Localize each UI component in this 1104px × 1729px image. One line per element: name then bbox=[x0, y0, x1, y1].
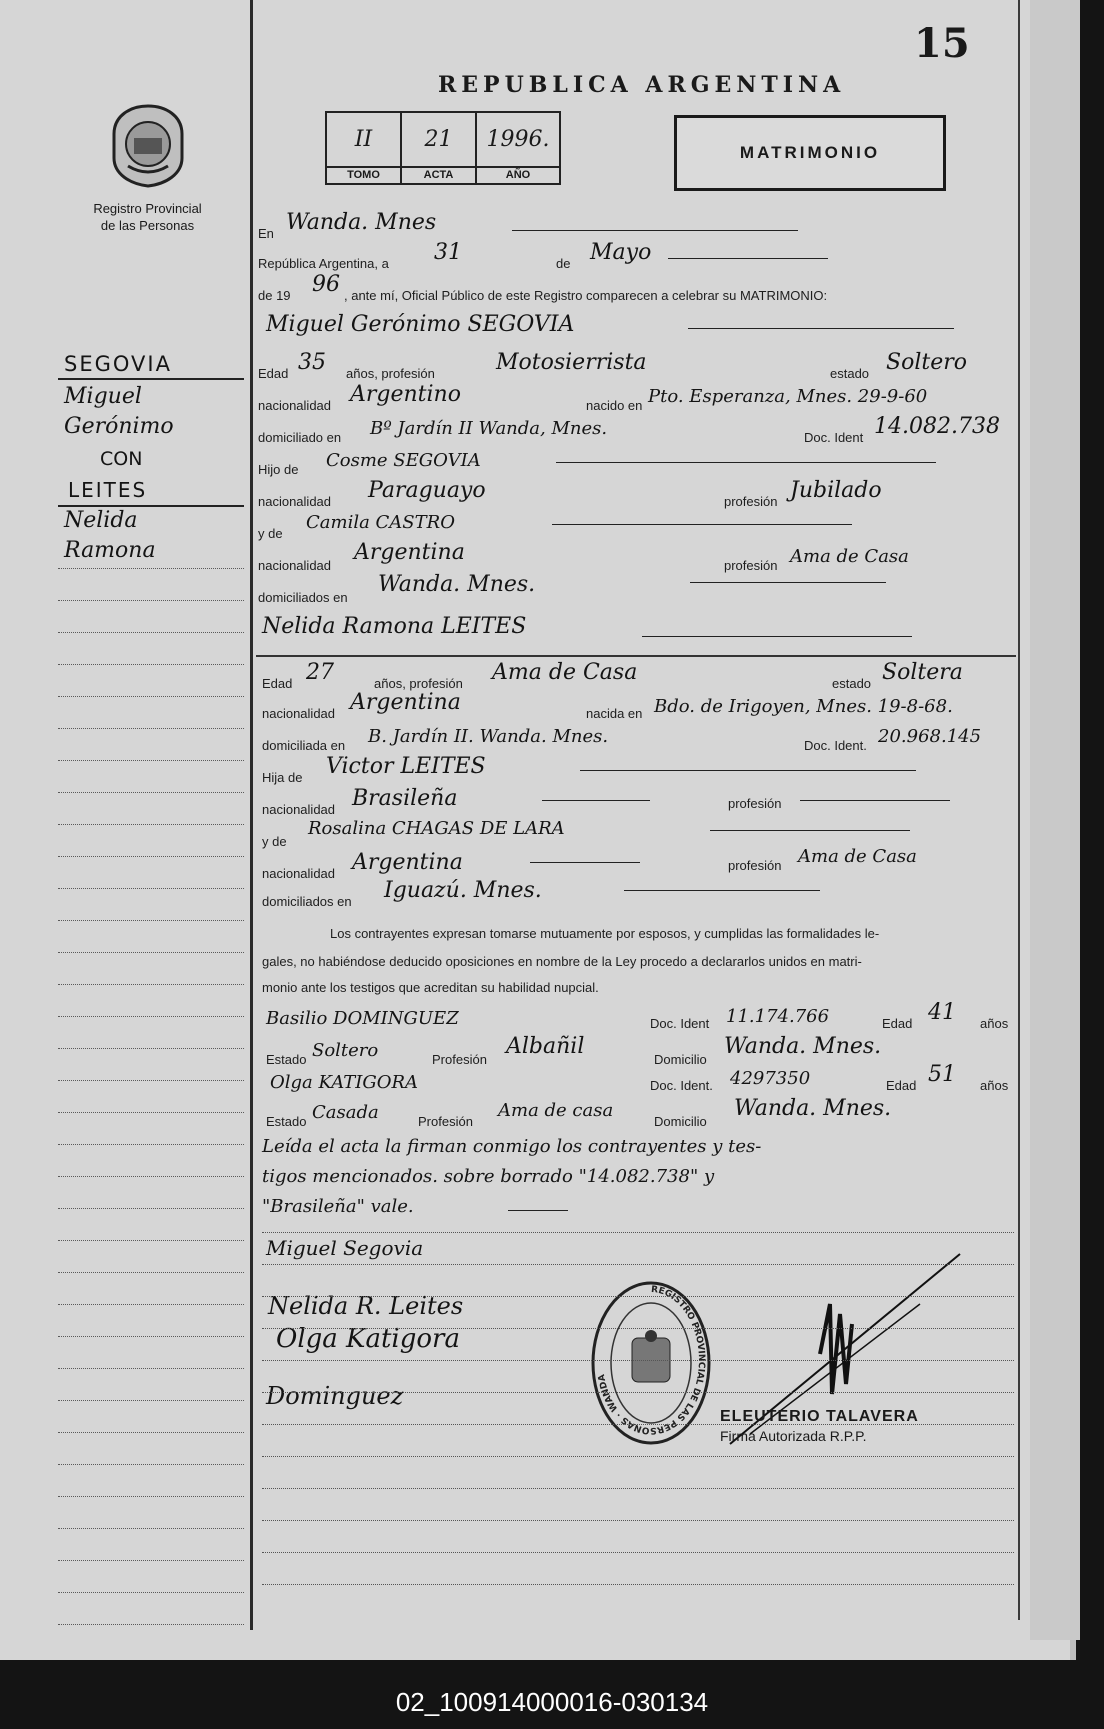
witness1-dom-label: Domicilio bbox=[654, 1052, 707, 1067]
margin-ruled-line bbox=[58, 632, 244, 633]
margin-ruled-line bbox=[58, 1336, 244, 1337]
country-title: REPUBLICA ARGENTINA bbox=[438, 72, 846, 98]
margin-ruled-line bbox=[58, 920, 244, 921]
groom-profesion-label: años, profesión bbox=[346, 366, 435, 381]
margin-ruled-line bbox=[58, 888, 244, 889]
page-number: 15 bbox=[914, 20, 970, 67]
bride-domp: Iguazú. Mnes. bbox=[384, 878, 542, 903]
rule bbox=[552, 524, 852, 525]
tomo-value: II bbox=[354, 127, 373, 152]
rule bbox=[710, 830, 910, 831]
rule bbox=[624, 890, 820, 891]
witness1-edad: 41 bbox=[928, 1000, 956, 1025]
margin-ruled-line bbox=[58, 1624, 244, 1625]
bride-estado: Soltera bbox=[882, 660, 963, 685]
groom-profesion: Motosierrista bbox=[496, 350, 647, 375]
margin-ruled-line bbox=[58, 824, 244, 825]
margin-bride-surname: LEITES bbox=[68, 478, 148, 502]
margin-ruled-line bbox=[58, 1496, 244, 1497]
page-edge bbox=[1030, 0, 1080, 1640]
margin-second-name: Gerónimo bbox=[64, 414, 174, 439]
official-name: ELEUTERIO TALAVERA bbox=[720, 1408, 919, 1425]
official-title: Firma Autorizada R.P.P. bbox=[720, 1428, 867, 1444]
groom-doc: 14.082.738 bbox=[874, 414, 1000, 439]
scan-identifier: 02_100914000016-030134 bbox=[0, 1676, 1104, 1729]
tomo-label: TOMO bbox=[327, 166, 400, 181]
witness2-edad-label: Edad bbox=[886, 1078, 917, 1093]
margin-ruled-line bbox=[58, 1400, 244, 1401]
witness2-doc: 4297350 bbox=[730, 1068, 811, 1089]
groom-father-prof-label: profesión bbox=[724, 494, 778, 509]
witness2-dom-label: Domicilio bbox=[654, 1114, 707, 1129]
rule bbox=[688, 328, 954, 329]
witness1-dom: Wanda. Mnes. bbox=[724, 1034, 882, 1059]
groom-hijo-label: Hijo de bbox=[258, 462, 299, 477]
bride-mother: Rosalina CHAGAS DE LARA bbox=[308, 818, 565, 839]
acta-label: ACTA bbox=[402, 166, 475, 181]
rule bbox=[512, 230, 798, 231]
rule bbox=[800, 800, 950, 801]
groom-edad: 35 bbox=[298, 350, 326, 375]
witness1-edad-label: Edad bbox=[882, 1016, 913, 1031]
margin-rule bbox=[250, 0, 253, 1630]
groom-domp: Wanda. Mnes. bbox=[378, 572, 536, 597]
right-rule bbox=[1018, 0, 1020, 1620]
groom-doc-label: Doc. Ident bbox=[804, 430, 864, 445]
provincial-emblem bbox=[108, 102, 188, 188]
groom-domp-label: domiciliados en bbox=[258, 590, 348, 605]
margin-ruled-line bbox=[58, 1432, 244, 1433]
declaration-line-1: Los contrayentes expresan tomarse mutuamente por esposos, y cumplidas las formalidades le- bbox=[330, 926, 880, 941]
rule bbox=[690, 582, 886, 583]
margin-ruled-line bbox=[58, 728, 244, 729]
margin-ruled-line bbox=[58, 1528, 244, 1529]
bride-nacido: Bdo. de Irigoyen, Mnes. 19-8-68. bbox=[654, 696, 953, 717]
tomo-acta-ano-box bbox=[325, 111, 561, 185]
margin-ruled-line bbox=[58, 1560, 244, 1561]
margin-ruled-line bbox=[58, 856, 244, 857]
margin-ruled-line bbox=[58, 664, 244, 665]
groom-nac-label: nacionalidad bbox=[258, 398, 332, 413]
body-ruled-line bbox=[262, 1424, 1014, 1425]
seal-text: REGISTRO PROVINCIAL DE LAS PERSONAS · WANDA bbox=[597, 1284, 707, 1436]
intro-rest: , ante mí, Oficial Público de este Registro comparecen a celebrar su MATRIMONIO: bbox=[344, 288, 828, 303]
groom-edad-label: Edad bbox=[258, 366, 289, 381]
witness1-prof-label: Profesión bbox=[432, 1052, 487, 1067]
groom-father-nac-label: nacionalidad bbox=[258, 494, 332, 509]
tomo-cell bbox=[327, 113, 402, 183]
witness2-estado-label: Estado bbox=[266, 1114, 307, 1129]
bride-nac-label: nacionalidad bbox=[262, 706, 336, 721]
rule bbox=[642, 636, 912, 637]
witness2-edad: 51 bbox=[928, 1062, 956, 1087]
signature-witness1: Dominguez bbox=[266, 1382, 404, 1410]
declaration-line-2: gales, no habiéndose deducido oposiciones en nombre de la Ley procedo a declararlos unidos en matri- bbox=[262, 954, 862, 969]
margin-underline-2 bbox=[58, 505, 244, 507]
signature-bride: Nelida R. Leites bbox=[268, 1292, 464, 1320]
rule bbox=[556, 462, 936, 463]
body-ruled-line bbox=[262, 1392, 1014, 1393]
acta-value: 21 bbox=[424, 127, 453, 152]
margin-ruled-line bbox=[58, 984, 244, 985]
bride-edad-label: Edad bbox=[262, 676, 293, 691]
margin-ruled-line bbox=[58, 696, 244, 697]
margin-first-name: Miguel bbox=[64, 384, 142, 409]
witness2-dom: Wanda. Mnes. bbox=[734, 1096, 892, 1121]
signature-groom: Miguel Segovia bbox=[266, 1236, 424, 1260]
body-ruled-line bbox=[262, 1296, 1014, 1297]
margin-ruled-line bbox=[58, 1304, 244, 1305]
groom-father-nac: Paraguayo bbox=[368, 478, 486, 503]
bride-yde-label: y de bbox=[262, 834, 287, 849]
body-ruled-line bbox=[262, 1584, 1014, 1585]
intro-en-label: En bbox=[258, 226, 274, 241]
act-type-box: MATRIMONIO bbox=[674, 115, 946, 191]
witness1-estado-label: Estado bbox=[266, 1052, 307, 1067]
closing-note-2: tigos mencionados. sobre borrado "14.082.738" y bbox=[262, 1166, 715, 1187]
groom-mother-prof: Ama de Casa bbox=[790, 546, 909, 567]
witness2-prof-label: Profesión bbox=[418, 1114, 473, 1129]
body-ruled-line bbox=[262, 1456, 1014, 1457]
bride-father-nac-label: nacionalidad bbox=[262, 802, 336, 817]
rule bbox=[530, 862, 640, 863]
witness1-estado: Soltero bbox=[312, 1040, 379, 1061]
margin-ruled-line bbox=[58, 760, 244, 761]
margin-ruled-line bbox=[58, 1368, 244, 1369]
margin-ruled-line bbox=[58, 600, 244, 601]
rule bbox=[580, 770, 916, 771]
bride-doc-label: Doc. Ident. bbox=[804, 738, 867, 753]
closing-note-3: "Brasileña" vale. bbox=[262, 1196, 414, 1217]
groom-mother: Camila CASTRO bbox=[306, 512, 455, 533]
bride-edad: 27 bbox=[306, 660, 334, 685]
intro-year: 96 bbox=[312, 272, 340, 297]
groom-mother-prof-label: profesión bbox=[724, 558, 778, 573]
bride-mother-nac: Argentina bbox=[352, 850, 463, 875]
bride-domp-label: domiciliados en bbox=[262, 894, 352, 909]
witness2-prof: Ama de casa bbox=[498, 1100, 614, 1121]
intro-year-prefix: de 19 bbox=[258, 288, 291, 303]
margin-underline-1 bbox=[58, 378, 244, 380]
declaration-line-3: monio ante los testigos que acreditan su habilidad nupcial. bbox=[262, 980, 599, 995]
margin-ruled-line bbox=[58, 1240, 244, 1241]
margin-con: CON bbox=[100, 448, 143, 470]
groom-estado: Soltero bbox=[886, 350, 967, 375]
margin-ruled-line bbox=[58, 1048, 244, 1049]
rule bbox=[508, 1210, 568, 1211]
witness1-prof: Albañil bbox=[506, 1034, 585, 1059]
groom-estado-label: estado bbox=[830, 366, 870, 381]
closing-note-1: Leída el acta la firman conmigo los contrayentes y tes- bbox=[262, 1136, 762, 1157]
witness1-name: Basilio DOMINGUEZ bbox=[266, 1008, 459, 1029]
ano-cell bbox=[477, 113, 559, 183]
groom-mother-nac: Argentina bbox=[354, 540, 465, 565]
groom-dom: Bº Jardín II Wanda, Mnes. bbox=[370, 418, 608, 439]
witness1-anos-label: años bbox=[980, 1016, 1009, 1031]
margin-ruled-line bbox=[58, 792, 244, 793]
bride-dom: B. Jardín II. Wanda. Mnes. bbox=[368, 726, 609, 747]
registry-name: Registro Provincial de las Personas bbox=[93, 201, 202, 233]
rule bbox=[668, 258, 828, 259]
bride-father-prof-label: profesión bbox=[728, 796, 782, 811]
groom-dom-label: domiciliado en bbox=[258, 430, 342, 445]
rule bbox=[256, 655, 1016, 657]
witness1-doc-label: Doc. Ident bbox=[650, 1016, 710, 1031]
body-ruled-line bbox=[262, 1552, 1014, 1553]
intro-day: 31 bbox=[434, 240, 462, 265]
witness2-estado: Casada bbox=[312, 1102, 379, 1123]
bride-mother-nac-label: nacionalidad bbox=[262, 866, 336, 881]
bride-father: Victor LEITES bbox=[326, 754, 486, 779]
margin-ruled-line bbox=[58, 952, 244, 953]
bride-profesion: Ama de Casa bbox=[492, 660, 638, 685]
margin-ruled-line bbox=[58, 568, 244, 569]
groom-nacido: Pto. Esperanza, Mnes. 29-9-60 bbox=[648, 386, 928, 407]
witness2-name: Olga KATIGORA bbox=[270, 1072, 419, 1093]
intro-month: Mayo bbox=[590, 240, 652, 265]
body-ruled-line bbox=[262, 1232, 1014, 1233]
ano-label: AÑO bbox=[477, 166, 559, 181]
bride-mother-prof: Ama de Casa bbox=[798, 846, 917, 867]
groom-father-prof: Jubilado bbox=[790, 478, 882, 503]
bride-dom-label: domiciliada en bbox=[262, 738, 346, 753]
groom-father: Cosme SEGOVIA bbox=[326, 450, 481, 471]
groom-yde-label: y de bbox=[258, 526, 283, 541]
groom-mother-nac-label: nacionalidad bbox=[258, 558, 332, 573]
margin-ruled-line bbox=[58, 1592, 244, 1593]
groom-nacido-label: nacido en bbox=[586, 398, 643, 413]
bride-father-nac: Brasileña bbox=[352, 786, 458, 811]
margin-ruled-line bbox=[58, 1176, 244, 1177]
body-ruled-line bbox=[262, 1328, 1014, 1329]
signature-witness2: Olga Katigora bbox=[276, 1324, 460, 1354]
bride-nacido-label: nacida en bbox=[586, 706, 643, 721]
body-ruled-line bbox=[262, 1360, 1014, 1361]
margin-ruled-line bbox=[58, 1272, 244, 1273]
bride-doc: 20.968.145 bbox=[878, 726, 982, 747]
bride-mother-prof-label: profesión bbox=[728, 858, 782, 873]
intro-republic-label: República Argentina, a bbox=[258, 256, 389, 271]
bride-nac: Argentina bbox=[350, 690, 461, 715]
margin-ruled-line bbox=[58, 1112, 244, 1113]
witness2-anos-label: años bbox=[980, 1078, 1009, 1093]
witness1-doc: 11.174.766 bbox=[726, 1006, 830, 1027]
bride-profesion-label: años, profesión bbox=[374, 676, 463, 691]
bride-name: Nelida Ramona LEITES bbox=[262, 614, 527, 639]
rule bbox=[542, 800, 650, 801]
margin-ruled-line bbox=[58, 1208, 244, 1209]
margin-ruled-line bbox=[58, 1080, 244, 1081]
margin-ruled-line bbox=[58, 1464, 244, 1465]
ano-value: 1996. bbox=[486, 127, 550, 152]
margin-bride-second: Ramona bbox=[64, 538, 156, 563]
body-ruled-line bbox=[262, 1488, 1014, 1489]
intro-de-label: de bbox=[556, 256, 571, 271]
acta-cell bbox=[402, 113, 477, 183]
groom-nac: Argentino bbox=[350, 382, 461, 407]
witness2-doc-label: Doc. Ident. bbox=[650, 1078, 713, 1093]
body-ruled-line bbox=[262, 1264, 1014, 1265]
intro-place: Wanda. Mnes bbox=[286, 210, 437, 235]
margin-surname: SEGOVIA bbox=[64, 352, 172, 376]
bride-estado-label: estado bbox=[832, 676, 872, 691]
margin-bride-first: Nelida bbox=[64, 508, 138, 533]
margin-ruled-line bbox=[58, 1144, 244, 1145]
margin-ruled-line bbox=[58, 1016, 244, 1017]
groom-name: Miguel Gerónimo SEGOVIA bbox=[266, 312, 575, 337]
bride-hijo-label: Hija de bbox=[262, 770, 303, 785]
body-ruled-line bbox=[262, 1520, 1014, 1521]
